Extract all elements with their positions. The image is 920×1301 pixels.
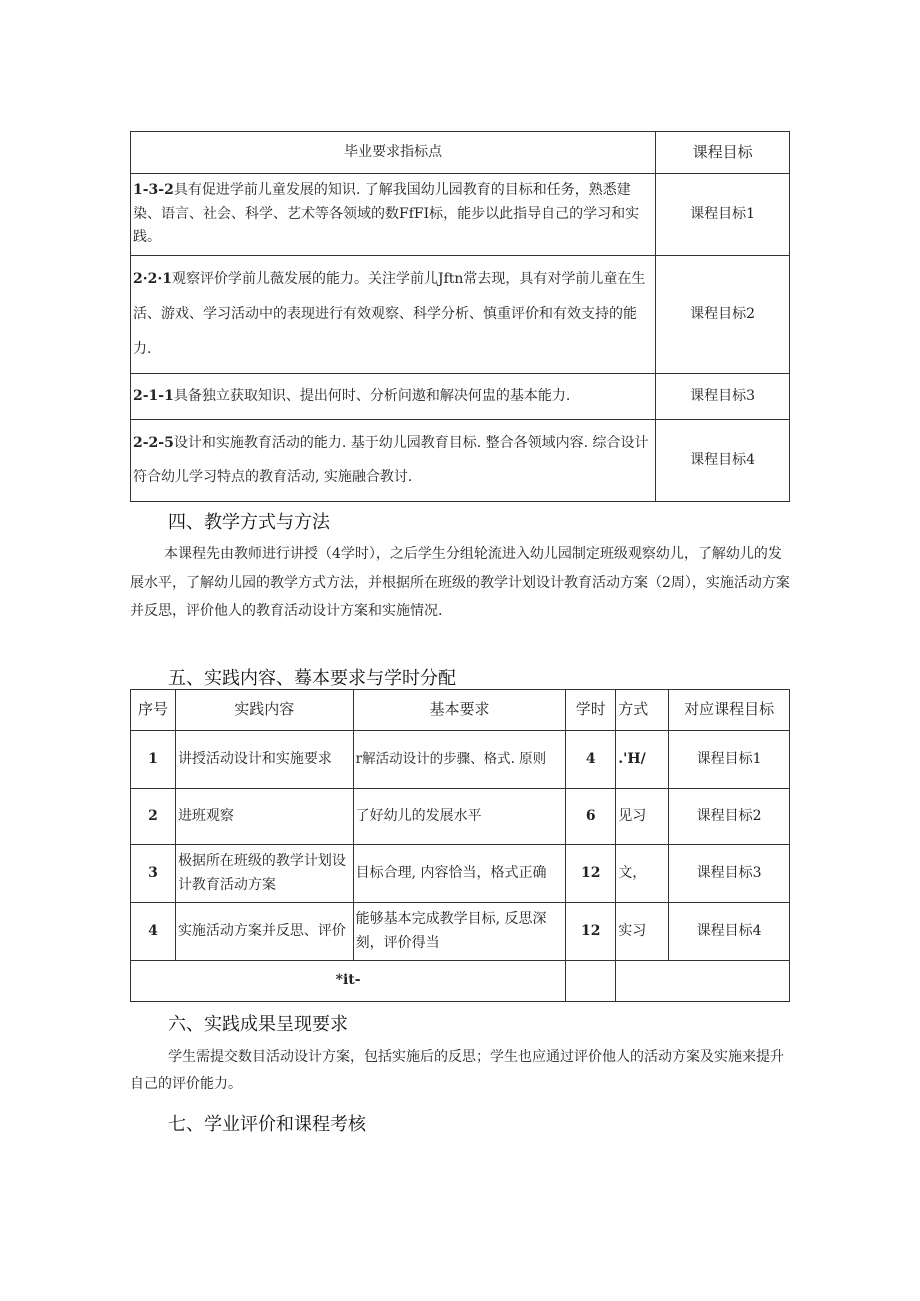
total-label: *it- [131, 961, 566, 1002]
table-row [131, 256, 790, 374]
section6-paragraph: 学生需提交数目活动设计方案，包括实施后的反思；学生也应通过评价他人的活动方案及实施来提升自己的评价能力。 [130, 1049, 784, 1093]
row-content: 讲授活动设计和实施要求 [175, 731, 353, 789]
row-goal: 课程目标4 [669, 903, 790, 961]
goal-cell: 课程目标2 [656, 256, 790, 374]
section4-paragraph: 本课程先由教师进行讲授（4学时），之后学生分组轮流进入幼儿园制定班级观察幼儿，了解幼儿的发展水平，了解幼儿园的教学方式方法，并根据所在班级的教学计划设计教育活动方案（2周），实施活动方案并反思，评价他人的教育活动设计方案和实施情况. [130, 546, 790, 620]
header-content: 实践内容 [175, 690, 353, 731]
row-mode: .'H/ [616, 731, 669, 789]
row-requirement: r解活动设计的步骤、格式. 原则 [353, 731, 566, 789]
table-row [131, 731, 790, 789]
section4-title: 四、教学方式与方法 [168, 512, 330, 533]
goal-cell: 课程目标4 [656, 420, 790, 502]
header-mode: 方式 [616, 690, 669, 731]
row-mode: 实习 [616, 903, 669, 961]
table-row [131, 845, 790, 903]
indicator-cell [131, 420, 656, 502]
row-mode: 见习 [616, 789, 669, 845]
goal-cell: 课程目标3 [656, 374, 790, 420]
indicator-text: 设计和实施教育活动的能力. 基于幼儿园教育目标. 整合各领域内容. 综合设计符合幼儿学习特点的教育活动, 实施融合教讨. [133, 434, 649, 485]
header-goal: 课程目标 [656, 132, 790, 174]
row-content: 进班观察 [175, 789, 353, 845]
header-goal: 对应课程目标 [669, 690, 790, 731]
indicator-text: 具备独立获取知识、提出何时、分析问遨和解决何盅的基本能力. [173, 387, 571, 404]
indicator-cell [131, 174, 656, 256]
row-hours: 4 [566, 731, 616, 789]
row-hours: 12 [566, 845, 616, 903]
indicator-cell [131, 256, 656, 374]
row-mode: 文， [616, 845, 669, 903]
header-requirement: 基本要求 [353, 690, 566, 731]
table-row [131, 789, 790, 845]
row-content: 极据所在班级的教学计划设计教育活动方案 [175, 845, 353, 903]
header-indicator: 毕业要求指标点 [131, 132, 656, 174]
indicator-code: 1-3-2 [133, 181, 174, 198]
header-no: 序号 [131, 690, 176, 731]
row-hours: 6 [566, 789, 616, 845]
row-no: 2 [131, 789, 176, 845]
total-row [131, 961, 790, 1002]
indicator-code: 2-1-1 [133, 387, 174, 404]
practice-table [130, 689, 790, 1002]
row-content: 实施活动方案并反思、评价 [175, 903, 353, 961]
indicator-code: 2·2·1 [133, 271, 172, 287]
row-goal: 课程目标2 [669, 789, 790, 845]
requirements-table [130, 131, 790, 502]
row-goal: 课程目标3 [669, 845, 790, 903]
table-header-row [131, 132, 790, 174]
row-requirement: 目标合理, 内容恰当，格式正确 [353, 845, 566, 903]
section6-title: 六、实践成果呈现要求 [168, 1014, 348, 1035]
row-hours: 12 [566, 903, 616, 961]
total-hours [566, 961, 616, 1002]
indicator-code: 2-2-5 [133, 434, 174, 451]
table-row [131, 420, 790, 502]
row-goal: 课程目标1 [669, 731, 790, 789]
table-row [131, 903, 790, 961]
section5-title: 五、实践内容、蓦本要求与学时分配 [168, 668, 456, 689]
header-hours: 学时 [566, 690, 616, 731]
table-header-row [131, 690, 790, 731]
indicator-text: 观察评价学前儿薇发展的能力。关注学前儿Jftn常去现，具有对学前儿童在生活、游戏、学习活动中的表现进行有效观察、科学分析、慎重评价和有效支持的能力. [133, 271, 646, 357]
section7-title: 七、学业评价和课程考核 [168, 1114, 366, 1135]
indicator-text: 具有促进学前儿童发展的知识. 了解我国幼儿园教育的目标和任务，熟悉建染、语言、社会、科学、艺术等各领域的数FfFI标，能步以此指导自己的学习和实践。 [133, 181, 640, 246]
goal-cell: 课程目标1 [656, 174, 790, 256]
table-row [131, 374, 790, 420]
total-empty [616, 961, 790, 1002]
row-requirement: 了好幼儿的发展水平 [353, 789, 566, 845]
row-requirement: 能够基本完成教学目标, 反思深刻，评价得当 [353, 903, 566, 961]
row-no: 4 [131, 903, 176, 961]
row-no: 1 [131, 731, 176, 789]
table-row [131, 174, 790, 256]
indicator-cell [131, 374, 656, 420]
row-no: 3 [131, 845, 176, 903]
